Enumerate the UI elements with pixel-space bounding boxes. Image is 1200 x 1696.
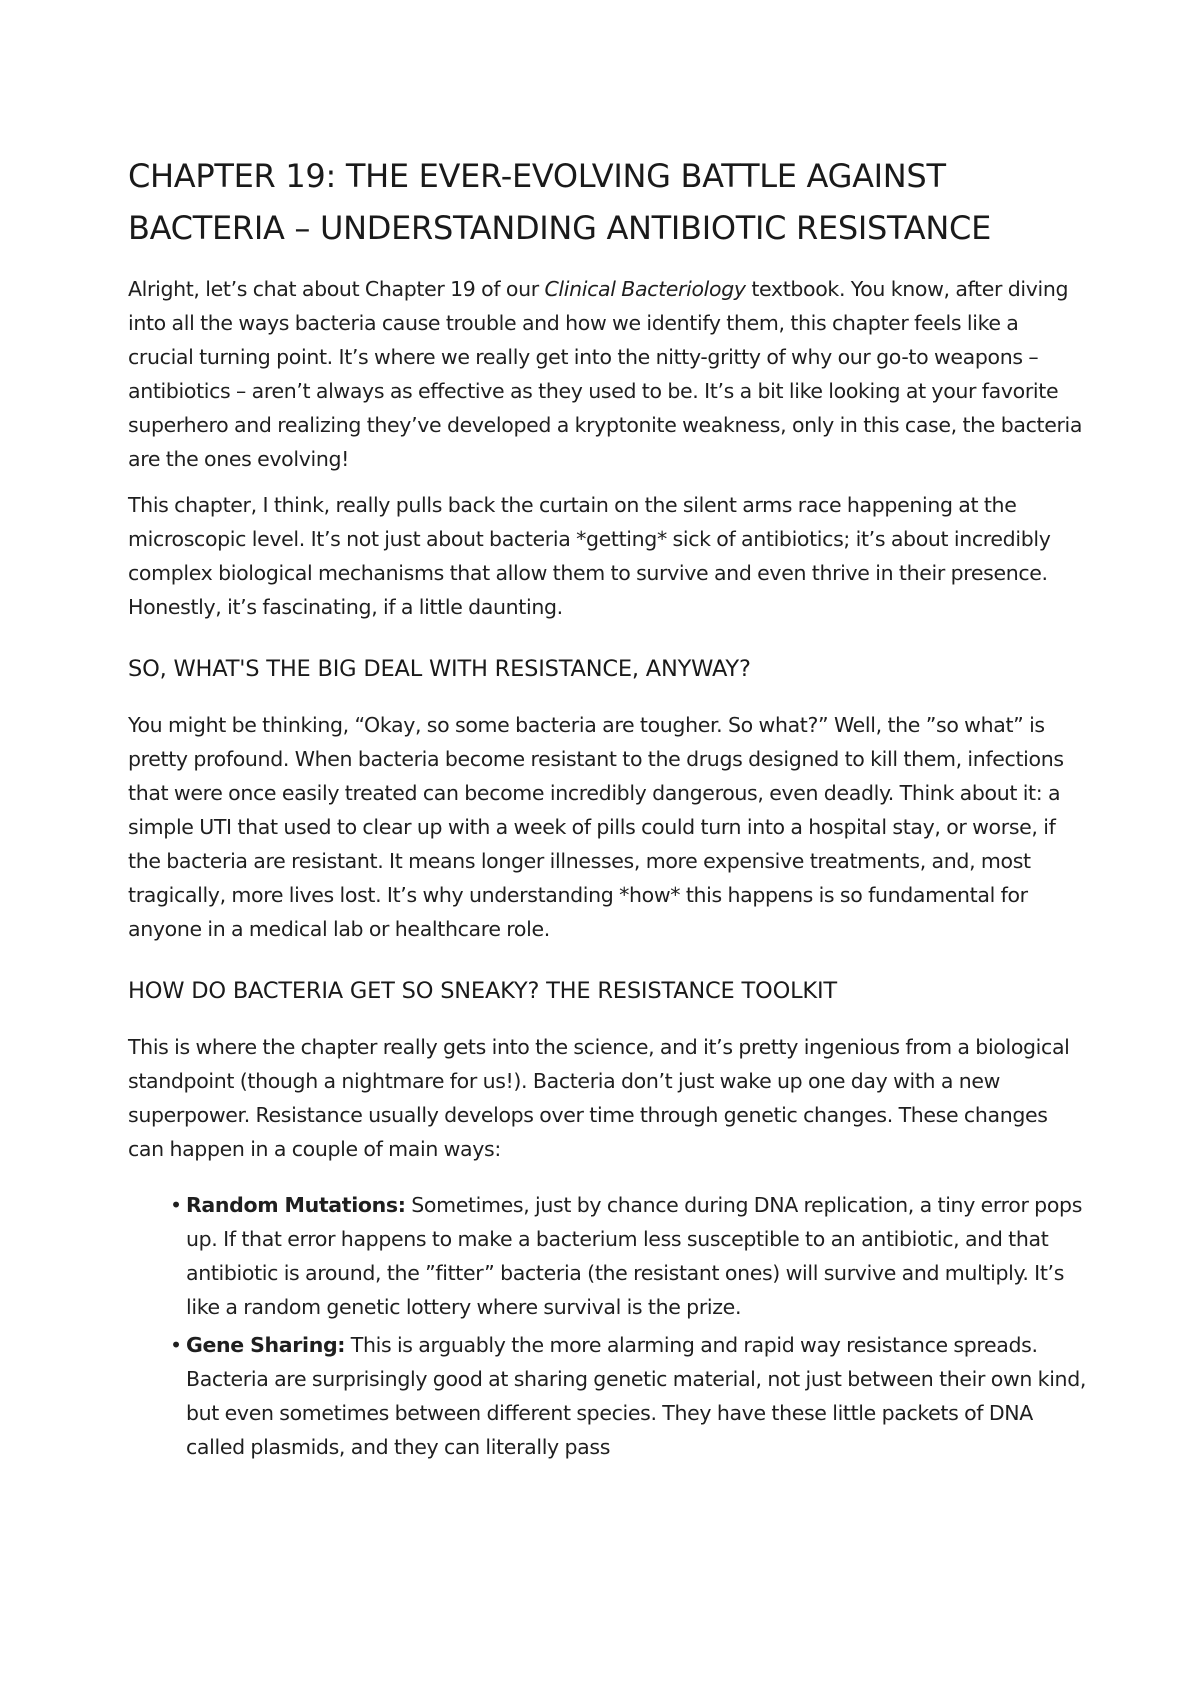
resistance-mechanisms-list: [128, 1188, 1088, 1464]
intro-text-start: Alright, let’s chat about Chapter 19 of our: [128, 277, 545, 301]
chapter-title: CHAPTER 19: THE EVER-EVOLVING BATTLE AGAINST BACTERIA – UNDERSTANDING ANTIBIOTIC RESISTANCE: [128, 157, 991, 247]
bullet-marker: •: [170, 1193, 182, 1217]
section-heading-big-deal: SO, WHAT'S THE BIG DEAL WITH RESISTANCE, ANYWAY?: [128, 656, 751, 682]
list-item: [170, 1188, 1091, 1324]
intro-paragraph-1: [128, 272, 1088, 476]
toolkit-paragraph: This is where the chapter really gets into the science, and it’s pretty ingenious from a biological standpoint (though a nightmare for us!). Bacteria don’t just wake up one day with a new superpower. Resistance usually develops over time through genetic changes. These changes can happen in a couple of main ways:: [128, 1035, 1070, 1161]
document-page: [128, 150, 1088, 1468]
list-item: [170, 1328, 1091, 1464]
bullet-marker: •: [170, 1333, 182, 1357]
textbook-title: Clinical Bacteriology: [544, 277, 746, 301]
big-deal-paragraph: You might be thinking, “Okay, so some bacteria are tougher. So what?” Well, the ”so what” is pretty profound. When bacteria become resistant to the drugs designed to kill them, infections that were once easily treated can become incredibly dangerous, even deadly. Think about it: a simple UTI that used to clear up with a week of pills could turn into a hospital stay, or worse, if the bacteria are resistant. It means longer illnesses, more expensive treatments, and, most tragically, more lives lost. It’s why understanding *how* this happens is so fundamental for anyone in a medical lab or healthcare role.: [128, 713, 1064, 941]
list-item-label: Gene Sharing:: [186, 1333, 346, 1357]
list-item-text: Sometimes, just by chance during DNA replication, a tiny error pops up. If that error happens to make a bacterium less susceptible to an antibiotic, and that antibiotic is around, the ”fitter” bacteria (the resistant ones) will survive and multiply. It’s like a random genetic lottery where survival is the prize.: [186, 1193, 1083, 1319]
list-item-text: This is arguably the more alarming and rapid way resistance spreads. Bacteria are surprisingly good at sharing genetic material, not just between their own kind, but even sometimes between different species. They have these little packets of DNA called plasmids, and they can literally pass: [186, 1333, 1087, 1459]
list-item-label: Random Mutations:: [186, 1193, 406, 1217]
intro-text-end: textbook. You know, after diving into all the ways bacteria cause trouble and how we identify them, this chapter feels like a crucial turning point. It’s where we really get into the nitty-gritty of why our go-to weapons – antibiotics – aren’t always as effective as they used to be. It’s a bit like looking at your favorite superhero and realizing they’ve developed a kryptonite weakness, only in this case, the bacteria are the ones evolving!: [128, 277, 1083, 471]
intro-paragraph-2: This chapter, I think, really pulls back the curtain on the silent arms race happening at the microscopic level. It’s not just about bacteria *getting* sick of antibiotics; it’s about incredibly complex biological mechanisms that allow them to survive and even thrive in their presence. Honestly, it’s fascinating, if a little daunting.: [128, 493, 1051, 619]
section-heading-toolkit: HOW DO BACTERIA GET SO SNEAKY? THE RESISTANCE TOOLKIT: [128, 978, 837, 1004]
